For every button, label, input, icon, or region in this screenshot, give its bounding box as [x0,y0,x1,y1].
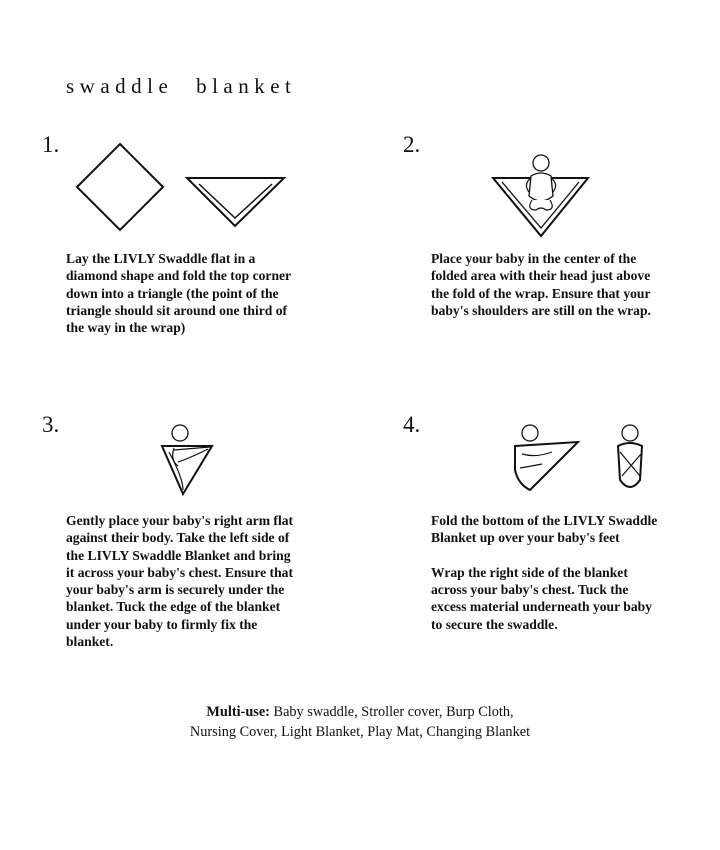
step-3-text: Gently place your baby's right arm flat against their body. Take the left side of the LIVLY Swaddle Blanket and bring it across your baby's chest. Ensure that your baby's arm is securely under the blanket. Tuck the edge of the blanket under your baby to firmly fix the blanket. [66,513,294,650]
step-4-text: Fold the bottom of the LIVLY Swaddle Blanket up over your baby's feet Wrap the right side of the blanket across your baby's chest. Tuck the excess material underneath your baby to secure the swaddle. [431,513,658,632]
multi-use-label: Multi-use: [206,704,270,720]
step-1-text: Lay the LIVLY Swaddle flat in a diamond shape and fold the top corner down into a triangle (the point of the triangle should sit around one third of the way in the wrap) [66,251,292,336]
multi-use-note [0,703,720,742]
diamond-blanket-shape [77,144,163,230]
step-2-text: Place your baby in the center of the folded area with their head just above the fold of the wrap. Ensure that your baby's shoulders are still on the wrap. [431,251,651,318]
page-title: swaddle blanket [66,74,297,98]
baby-body [529,173,553,201]
folded-triangle-outer [187,178,284,226]
multi-use-line-2: Nursing Cover, Light Blanket, Play Mat, Changing Blanket [189,723,531,740]
step-4-illustration [512,418,652,498]
step-3-illustration [160,418,230,498]
baby-head [172,425,188,441]
baby-fully-swaddled [618,425,642,487]
step-1-number: 1. [42,132,60,157]
baby-partially-wrapped [515,425,578,490]
step-2-number: 2. [403,132,421,157]
step-3-number: 3. [42,412,60,437]
multi-use-line-1: Baby swaddle, Stroller cover, Burp Cloth, [273,704,514,720]
step-2-illustration [490,150,600,245]
baby-head [533,155,549,171]
step-4-number: 4. [403,412,421,437]
step-1-illustration [70,138,290,238]
